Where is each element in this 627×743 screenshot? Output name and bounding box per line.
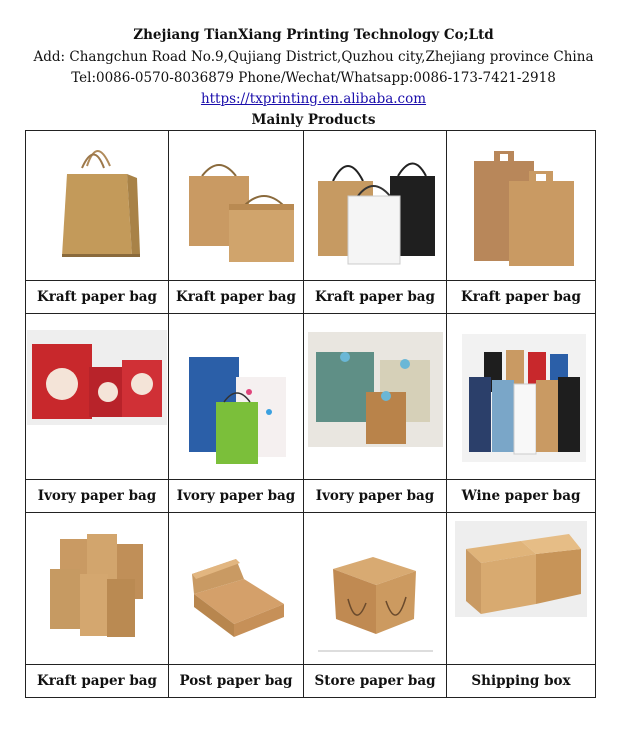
product-image-cell [26,131,169,281]
product-label: Kraft paper bag [304,281,447,314]
product-image-cell [169,513,304,665]
store-paper-box-image [308,519,443,659]
product-label: Kraft paper bag [169,281,304,314]
mixed-paper-bags-image [308,136,443,276]
section-title: Mainly Products [251,112,376,128]
product-label: Ivory paper bag [26,480,169,513]
shipping-box-image [451,519,591,659]
product-label: Ivory paper bag [304,480,447,513]
red-christmas-bag-image [27,322,167,472]
product-label: Kraft paper bag [26,665,169,698]
products-table [25,130,596,698]
gift-bags-with-bows-image [308,322,443,472]
product-label: Shipping box [447,665,596,698]
website-link[interactable]: https://txprinting.en.alibaba.com [200,91,427,107]
product-label: Store paper bag [304,665,447,698]
product-image-cell [26,513,169,665]
company-address: Add: Changchun Road No.9,Qujiang District,Quzhou city,Zhejiang province China [33,49,594,65]
product-image-cell [447,314,596,480]
product-label: Post paper bag [169,665,304,698]
post-mailer-box-image [174,519,299,659]
product-image-cell [304,513,447,665]
product-label: Ivory paper bag [169,480,304,513]
wine-paper-bags-image [454,322,589,472]
company-name: Zhejiang TianXiang Printing Technology Co;Ltd [133,27,494,43]
flat-handle-kraft-bag-image [454,136,589,276]
product-image-cell [304,131,447,281]
product-label: Kraft paper bag [447,281,596,314]
kraft-sos-bags-image [32,519,162,659]
ivory-printed-bags-image [174,322,299,472]
kraft-paper-bag-image [174,136,299,276]
product-image-cell [447,131,596,281]
product-image-cell [447,513,596,665]
kraft-paper-bag-image [32,136,162,276]
product-label: Wine paper bag [447,480,596,513]
product-label: Kraft paper bag [26,281,169,314]
company-phone: Tel:0086-0570-8036879 Phone/Wechat/Whatsapp:0086-173-7421-2918 [71,70,556,86]
product-image-cell [304,314,447,480]
product-image-cell [169,131,304,281]
product-image-cell [26,314,169,480]
product-image-cell [169,314,304,480]
